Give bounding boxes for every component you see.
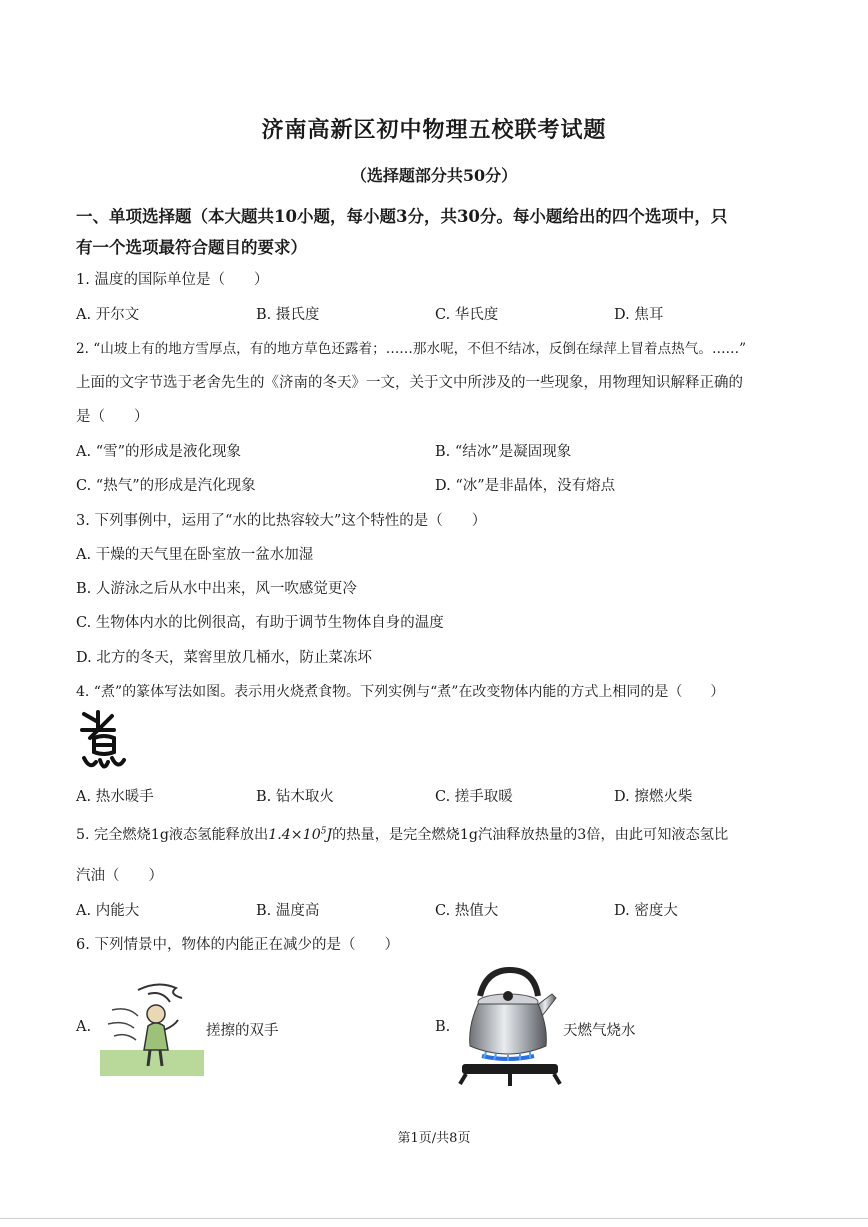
q2-option-d: D. “冰”是非晶体，没有熔点 — [435, 478, 616, 494]
q2-option-c: C. “热气”的形成是汽化现象 — [76, 478, 256, 494]
q3-option-d: D. 北方的冬天，菜窖里放几桶水，防止菜冻坏 — [76, 650, 372, 666]
question-4-stem: 4. “煮”的篆体写法如图。表示用火烧煮食物。下列实例与“煮”在改变物体内能的方式上相同的是（ ） — [76, 684, 725, 700]
q1-option-c: C. 华氏度 — [435, 307, 499, 323]
q6-option-a-label: 搓擦的双手 — [206, 1023, 279, 1039]
q2-option-b: B. “结冰”是凝固现象 — [435, 444, 572, 460]
question-5-line1 — [76, 824, 728, 844]
windy-tree-figure-image — [98, 980, 204, 1078]
kettle-on-gas-stove-image — [458, 966, 562, 1088]
q6-option-b-letter: B. — [435, 1019, 451, 1035]
q4-option-b: B. 钻木取火 — [256, 789, 334, 805]
q1-option-b: B. 摄氏度 — [256, 307, 320, 323]
page-subtitle: （选择题部分共50分） — [350, 166, 518, 185]
page-bottom-divider — [0, 1218, 868, 1219]
question-6-stem: 6. 下列情景中，物体的内能正在减少的是（ ） — [76, 937, 399, 953]
page-title: 济南高新区初中物理五校联考试题 — [261, 117, 607, 143]
q5-option-d: D. 密度大 — [614, 903, 678, 919]
question-5-line2: 汽油（ ） — [76, 868, 163, 884]
q5-stem-part2: 的热量，是完全燃烧1g汽油释放热量的3倍，由此可知液态氢比 — [332, 827, 729, 843]
q5-formula: $1.4\times 10^5J$ — [268, 826, 333, 843]
q4-option-a: A. 热水暖手 — [76, 789, 154, 805]
q3-option-c: C. 生物体内水的比例很高，有助于调节生物体自身的温度 — [76, 615, 444, 631]
q1-option-d: D. 焦耳 — [614, 307, 664, 323]
q2-option-a: A. “雪”的形成是液化现象 — [76, 444, 242, 460]
q5-option-a: A. 内能大 — [76, 903, 140, 919]
q6-option-a-letter: A. — [76, 1019, 92, 1035]
q5-option-b: B. 温度高 — [256, 903, 320, 919]
page-number: 第1页/共8页 — [397, 1131, 471, 1146]
q5-stem-part1: 5. 完全燃烧1g液态氢能释放出 — [76, 827, 269, 843]
section-heading-line2: 有一个选项最符合题目的要求） — [76, 238, 307, 257]
q3-option-b: B. 人游泳之后从水中出来，风一吹感觉更冷 — [76, 581, 357, 597]
question-2-line2: 上面的文字节选于老舍先生的《济南的冬天》一文，关于文中所涉及的一些现象，用物理知识解释正确的 — [76, 375, 743, 391]
question-2-line1: 2. “山坡上有的地方雪厚点，有的地方草色还露着；……那水呢，不但不结冰，反倒在绿萍上冒着点热气。……” — [76, 341, 747, 357]
q4-option-c: C. 搓手取暖 — [435, 789, 513, 805]
question-1-stem: 1. 温度的国际单位是（ ） — [76, 272, 269, 288]
q5-option-c: C. 热值大 — [435, 903, 499, 919]
section-heading-line1: 一、单项选择题（本大题共10小题，每小题3分，共30分。每小题给出的四个选项中，只 — [76, 207, 728, 226]
question-3-stem: 3. 下列事例中，运用了“水的比热容较大”这个特性的是（ ） — [76, 513, 487, 529]
q6-option-b-label: 天燃气烧水 — [563, 1023, 636, 1039]
q3-option-a: A. 干燥的天气里在卧室放一盆水加湿 — [76, 547, 314, 563]
q1-option-a: A. 开尔文 — [76, 307, 140, 323]
q4-option-d: D. 擦燃火柴 — [614, 789, 693, 805]
question-2-line3: 是（ ） — [76, 409, 149, 425]
seal-script-zhu-figure — [78, 708, 130, 776]
